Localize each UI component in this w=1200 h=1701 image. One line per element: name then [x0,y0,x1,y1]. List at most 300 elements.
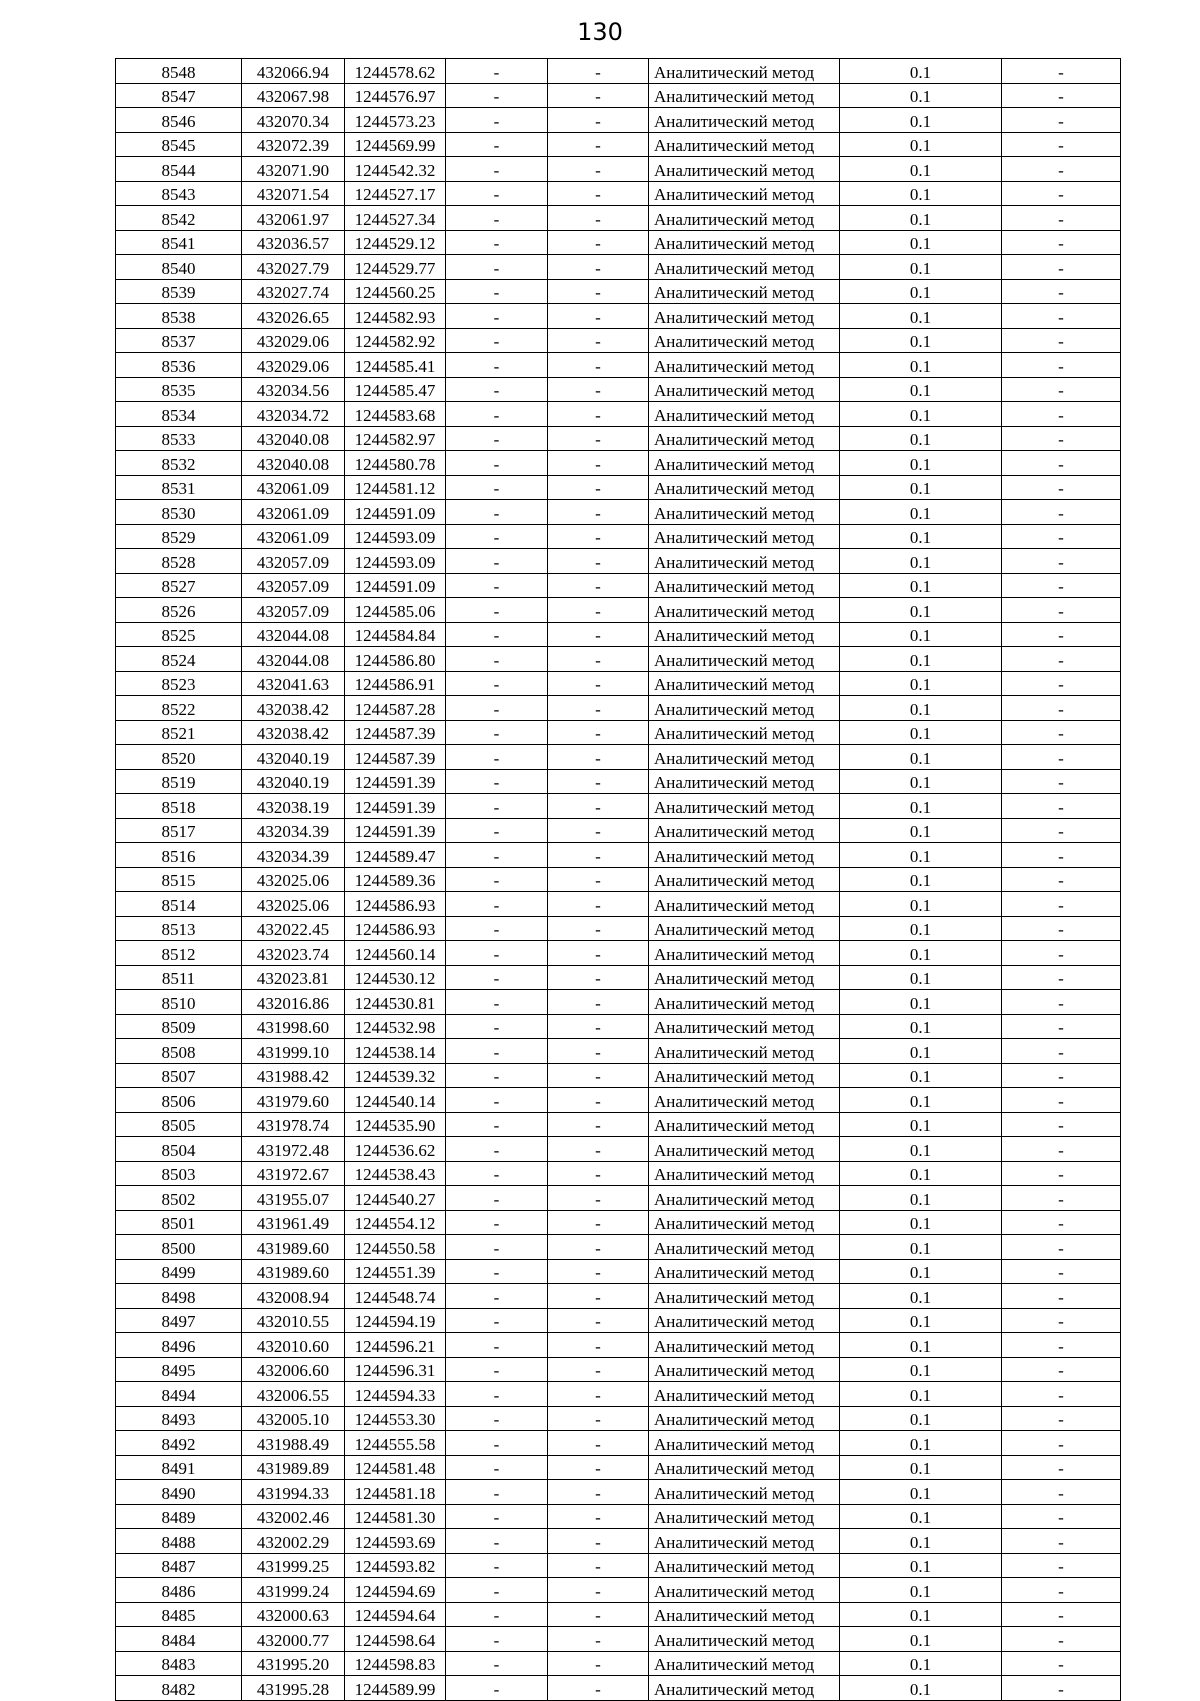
empty-cell-3: - [1002,1480,1121,1505]
accuracy-cell: 0.1 [840,573,1002,598]
point-number-cell: 8540 [116,255,242,280]
accuracy-cell: 0.1 [840,59,1002,84]
table-row [116,475,1121,500]
empty-cell-3: - [1002,573,1121,598]
table-row [116,1235,1121,1260]
method-cell: Аналитический метод [649,1382,840,1407]
empty-cell-2: - [548,1186,649,1211]
empty-cell-1: - [446,990,548,1015]
x-coordinate-cell: 432034.56 [242,377,345,402]
point-number-cell: 8532 [116,451,242,476]
accuracy-cell: 0.1 [840,377,1002,402]
x-coordinate-cell: 431999.10 [242,1039,345,1064]
empty-cell-2: - [548,1504,649,1529]
empty-cell-1: - [446,1357,548,1382]
empty-cell-2: - [548,1308,649,1333]
accuracy-cell: 0.1 [840,1480,1002,1505]
point-number-cell: 8539 [116,279,242,304]
empty-cell-2: - [548,377,649,402]
point-number-cell: 8495 [116,1357,242,1382]
accuracy-cell: 0.1 [840,1357,1002,1382]
point-number-cell: 8485 [116,1602,242,1627]
empty-cell-2: - [548,108,649,133]
point-number-cell: 8515 [116,867,242,892]
empty-cell-3: - [1002,1627,1121,1652]
accuracy-cell: 0.1 [840,1186,1002,1211]
y-coordinate-cell: 1244591.09 [345,500,446,525]
table-row [116,1676,1121,1701]
table-row [116,1186,1121,1211]
point-number-cell: 8542 [116,206,242,231]
table-row [116,794,1121,819]
x-coordinate-cell: 431988.42 [242,1063,345,1088]
method-cell: Аналитический метод [649,1063,840,1088]
table-row [116,1259,1121,1284]
x-coordinate-cell: 432072.39 [242,132,345,157]
point-number-cell: 8522 [116,696,242,721]
empty-cell-3: - [1002,647,1121,672]
accuracy-cell: 0.1 [840,1063,1002,1088]
x-coordinate-cell: 432000.63 [242,1602,345,1627]
method-cell: Аналитический метод [649,1161,840,1186]
empty-cell-2: - [548,892,649,917]
y-coordinate-cell: 1244560.14 [345,941,446,966]
y-coordinate-cell: 1244530.12 [345,965,446,990]
y-coordinate-cell: 1244598.83 [345,1651,446,1676]
table-row [116,818,1121,843]
empty-cell-1: - [446,965,548,990]
empty-cell-2: - [548,696,649,721]
empty-cell-1: - [446,1431,548,1456]
table-row [116,745,1121,770]
accuracy-cell: 0.1 [840,1210,1002,1235]
y-coordinate-cell: 1244582.97 [345,426,446,451]
empty-cell-3: - [1002,818,1121,843]
x-coordinate-cell: 431972.48 [242,1137,345,1162]
accuracy-cell: 0.1 [840,206,1002,231]
x-coordinate-cell: 431998.60 [242,1014,345,1039]
method-cell: Аналитический метод [649,1406,840,1431]
table-row [116,769,1121,794]
y-coordinate-cell: 1244555.58 [345,1431,446,1456]
x-coordinate-cell: 432040.19 [242,745,345,770]
x-coordinate-cell: 432000.77 [242,1627,345,1652]
empty-cell-3: - [1002,843,1121,868]
x-coordinate-cell: 432008.94 [242,1284,345,1309]
accuracy-cell: 0.1 [840,279,1002,304]
empty-cell-1: - [446,1333,548,1358]
accuracy-cell: 0.1 [840,451,1002,476]
empty-cell-2: - [548,426,649,451]
x-coordinate-cell: 432040.19 [242,769,345,794]
accuracy-cell: 0.1 [840,916,1002,941]
y-coordinate-cell: 1244529.77 [345,255,446,280]
empty-cell-2: - [548,181,649,206]
empty-cell-2: - [548,524,649,549]
empty-cell-1: - [446,500,548,525]
empty-cell-1: - [446,402,548,427]
empty-cell-1: - [446,83,548,108]
empty-cell-1: - [446,1014,548,1039]
empty-cell-2: - [548,1357,649,1382]
empty-cell-3: - [1002,916,1121,941]
table-row [116,1529,1121,1554]
table-row [116,83,1121,108]
method-cell: Аналитический метод [649,1651,840,1676]
empty-cell-2: - [548,1210,649,1235]
empty-cell-2: - [548,598,649,623]
empty-cell-2: - [548,255,649,280]
empty-cell-3: - [1002,867,1121,892]
x-coordinate-cell: 431994.33 [242,1480,345,1505]
method-cell: Аналитический метод [649,157,840,182]
method-cell: Аналитический метод [649,1431,840,1456]
empty-cell-1: - [446,426,548,451]
y-coordinate-cell: 1244542.32 [345,157,446,182]
method-cell: Аналитический метод [649,255,840,280]
point-number-cell: 8523 [116,671,242,696]
method-cell: Аналитический метод [649,549,840,574]
empty-cell-2: - [548,1014,649,1039]
accuracy-cell: 0.1 [840,1112,1002,1137]
x-coordinate-cell: 432034.72 [242,402,345,427]
empty-cell-1: - [446,549,548,574]
point-number-cell: 8534 [116,402,242,427]
accuracy-cell: 0.1 [840,696,1002,721]
method-cell: Аналитический метод [649,1627,840,1652]
accuracy-cell: 0.1 [840,1529,1002,1554]
point-number-cell: 8503 [116,1161,242,1186]
accuracy-cell: 0.1 [840,1284,1002,1309]
empty-cell-2: - [548,671,649,696]
method-cell: Аналитический метод [649,990,840,1015]
table-row [116,1578,1121,1603]
method-cell: Аналитический метод [649,1504,840,1529]
y-coordinate-cell: 1244583.68 [345,402,446,427]
point-number-cell: 8498 [116,1284,242,1309]
empty-cell-1: - [446,647,548,672]
method-cell: Аналитический метод [649,328,840,353]
method-cell: Аналитический метод [649,867,840,892]
method-cell: Аналитический метод [649,916,840,941]
x-coordinate-cell: 432040.08 [242,426,345,451]
accuracy-cell: 0.1 [840,230,1002,255]
empty-cell-1: - [446,475,548,500]
empty-cell-3: - [1002,1063,1121,1088]
method-cell: Аналитический метод [649,941,840,966]
empty-cell-2: - [548,818,649,843]
empty-cell-1: - [446,1676,548,1701]
table-row [116,1210,1121,1235]
empty-cell-3: - [1002,524,1121,549]
method-cell: Аналитический метод [649,892,840,917]
y-coordinate-cell: 1244554.12 [345,1210,446,1235]
method-cell: Аналитический метод [649,1186,840,1211]
accuracy-cell: 0.1 [840,1137,1002,1162]
y-coordinate-cell: 1244593.09 [345,549,446,574]
method-cell: Аналитический метод [649,1014,840,1039]
method-cell: Аналитический метод [649,1235,840,1260]
y-coordinate-cell: 1244586.93 [345,916,446,941]
method-cell: Аналитический метод [649,206,840,231]
empty-cell-3: - [1002,1333,1121,1358]
y-coordinate-cell: 1244536.62 [345,1137,446,1162]
accuracy-cell: 0.1 [840,843,1002,868]
accuracy-cell: 0.1 [840,1014,1002,1039]
empty-cell-3: - [1002,1382,1121,1407]
empty-cell-1: - [446,377,548,402]
empty-cell-2: - [548,279,649,304]
x-coordinate-cell: 432071.54 [242,181,345,206]
x-coordinate-cell: 431989.60 [242,1259,345,1284]
point-number-cell: 8508 [116,1039,242,1064]
empty-cell-2: - [548,475,649,500]
empty-cell-1: - [446,818,548,843]
accuracy-cell: 0.1 [840,1088,1002,1113]
point-number-cell: 8489 [116,1504,242,1529]
empty-cell-3: - [1002,1504,1121,1529]
accuracy-cell: 0.1 [840,1161,1002,1186]
table-row [116,916,1121,941]
y-coordinate-cell: 1244596.31 [345,1357,446,1382]
x-coordinate-cell: 431972.67 [242,1161,345,1186]
table-body [116,59,1121,1701]
table-row [116,892,1121,917]
accuracy-cell: 0.1 [840,720,1002,745]
x-coordinate-cell: 432005.10 [242,1406,345,1431]
empty-cell-3: - [1002,598,1121,623]
table-row [116,108,1121,133]
empty-cell-1: - [446,1455,548,1480]
y-coordinate-cell: 1244580.78 [345,451,446,476]
accuracy-cell: 0.1 [840,892,1002,917]
empty-cell-2: - [548,1431,649,1456]
empty-cell-2: - [548,965,649,990]
table-row [116,132,1121,157]
accuracy-cell: 0.1 [840,867,1002,892]
table-row [116,1406,1121,1431]
accuracy-cell: 0.1 [840,83,1002,108]
method-cell: Аналитический метод [649,304,840,329]
x-coordinate-cell: 432026.65 [242,304,345,329]
empty-cell-2: - [548,769,649,794]
empty-cell-1: - [446,328,548,353]
empty-cell-3: - [1002,1039,1121,1064]
method-cell: Аналитический метод [649,622,840,647]
empty-cell-3: - [1002,1014,1121,1039]
method-cell: Аналитический метод [649,1259,840,1284]
y-coordinate-cell: 1244530.81 [345,990,446,1015]
y-coordinate-cell: 1244535.90 [345,1112,446,1137]
accuracy-cell: 0.1 [840,1308,1002,1333]
empty-cell-1: - [446,1529,548,1554]
method-cell: Аналитический метод [649,1602,840,1627]
empty-cell-2: - [548,402,649,427]
table-row [116,59,1121,84]
point-number-cell: 8512 [116,941,242,966]
empty-cell-2: - [548,1161,649,1186]
empty-cell-1: - [446,1578,548,1603]
method-cell: Аналитический метод [649,1333,840,1358]
point-number-cell: 8484 [116,1627,242,1652]
x-coordinate-cell: 432061.97 [242,206,345,231]
point-number-cell: 8527 [116,573,242,598]
empty-cell-1: - [446,1627,548,1652]
y-coordinate-cell: 1244560.25 [345,279,446,304]
method-cell: Аналитический метод [649,59,840,84]
method-cell: Аналитический метод [649,377,840,402]
point-number-cell: 8493 [116,1406,242,1431]
table-row [116,1308,1121,1333]
x-coordinate-cell: 432010.55 [242,1308,345,1333]
table-row [116,1112,1121,1137]
point-number-cell: 8537 [116,328,242,353]
method-cell: Аналитический метод [649,353,840,378]
point-number-cell: 8514 [116,892,242,917]
empty-cell-3: - [1002,696,1121,721]
accuracy-cell: 0.1 [840,1431,1002,1456]
table-row [116,353,1121,378]
method-cell: Аналитический метод [649,500,840,525]
point-number-cell: 8500 [116,1235,242,1260]
point-number-cell: 8492 [116,1431,242,1456]
y-coordinate-cell: 1244591.39 [345,769,446,794]
empty-cell-1: - [446,1137,548,1162]
empty-cell-3: - [1002,181,1121,206]
x-coordinate-cell: 431989.60 [242,1235,345,1260]
empty-cell-3: - [1002,206,1121,231]
accuracy-cell: 0.1 [840,1651,1002,1676]
table-row [116,402,1121,427]
x-coordinate-cell: 432002.46 [242,1504,345,1529]
accuracy-cell: 0.1 [840,524,1002,549]
y-coordinate-cell: 1244593.69 [345,1529,446,1554]
empty-cell-3: - [1002,549,1121,574]
empty-cell-1: - [446,108,548,133]
point-number-cell: 8494 [116,1382,242,1407]
y-coordinate-cell: 1244585.41 [345,353,446,378]
empty-cell-3: - [1002,622,1121,647]
empty-cell-2: - [548,500,649,525]
point-number-cell: 8506 [116,1088,242,1113]
table-row [116,377,1121,402]
method-cell: Аналитический метод [649,1676,840,1701]
y-coordinate-cell: 1244584.84 [345,622,446,647]
point-number-cell: 8504 [116,1137,242,1162]
empty-cell-2: - [548,1553,649,1578]
y-coordinate-cell: 1244582.93 [345,304,446,329]
point-number-cell: 8483 [116,1651,242,1676]
point-number-cell: 8546 [116,108,242,133]
empty-cell-1: - [446,867,548,892]
x-coordinate-cell: 432023.74 [242,941,345,966]
table-row [116,867,1121,892]
empty-cell-3: - [1002,59,1121,84]
table-row [116,720,1121,745]
empty-cell-2: - [548,328,649,353]
point-number-cell: 8536 [116,353,242,378]
y-coordinate-cell: 1244591.39 [345,794,446,819]
empty-cell-2: - [548,206,649,231]
empty-cell-2: - [548,1112,649,1137]
empty-cell-1: - [446,157,548,182]
accuracy-cell: 0.1 [840,1382,1002,1407]
empty-cell-3: - [1002,1553,1121,1578]
accuracy-cell: 0.1 [840,426,1002,451]
y-coordinate-cell: 1244587.39 [345,745,446,770]
table-row [116,598,1121,623]
point-number-cell: 8524 [116,647,242,672]
table-row [116,1455,1121,1480]
x-coordinate-cell: 432034.39 [242,843,345,868]
empty-cell-3: - [1002,769,1121,794]
table-row [116,622,1121,647]
method-cell: Аналитический метод [649,671,840,696]
y-coordinate-cell: 1244586.80 [345,647,446,672]
empty-cell-3: - [1002,475,1121,500]
method-cell: Аналитический метод [649,647,840,672]
table-row [116,843,1121,868]
method-cell: Аналитический метод [649,475,840,500]
empty-cell-3: - [1002,1602,1121,1627]
table-row [116,1357,1121,1382]
table-row [116,941,1121,966]
empty-cell-1: - [446,1112,548,1137]
accuracy-cell: 0.1 [840,965,1002,990]
point-number-cell: 8538 [116,304,242,329]
point-number-cell: 8517 [116,818,242,843]
point-number-cell: 8486 [116,1578,242,1603]
x-coordinate-cell: 432041.63 [242,671,345,696]
x-coordinate-cell: 431995.28 [242,1676,345,1701]
empty-cell-2: - [548,941,649,966]
empty-cell-3: - [1002,965,1121,990]
empty-cell-2: - [548,59,649,84]
y-coordinate-cell: 1244589.99 [345,1676,446,1701]
empty-cell-2: - [548,451,649,476]
x-coordinate-cell: 432057.09 [242,598,345,623]
empty-cell-3: - [1002,451,1121,476]
point-number-cell: 8533 [116,426,242,451]
empty-cell-3: - [1002,1137,1121,1162]
empty-cell-2: - [548,916,649,941]
point-number-cell: 8502 [116,1186,242,1211]
y-coordinate-cell: 1244593.82 [345,1553,446,1578]
empty-cell-1: - [446,1088,548,1113]
point-number-cell: 8520 [116,745,242,770]
y-coordinate-cell: 1244540.14 [345,1088,446,1113]
empty-cell-1: - [446,206,548,231]
method-cell: Аналитический метод [649,1480,840,1505]
accuracy-cell: 0.1 [840,328,1002,353]
table-row [116,1088,1121,1113]
empty-cell-2: - [548,1651,649,1676]
empty-cell-2: - [548,157,649,182]
x-coordinate-cell: 431995.20 [242,1651,345,1676]
table-row [116,500,1121,525]
x-coordinate-cell: 432038.19 [242,794,345,819]
empty-cell-2: - [548,1455,649,1480]
table-row [116,1137,1121,1162]
empty-cell-2: - [548,1480,649,1505]
method-cell: Аналитический метод [649,1112,840,1137]
table-row [116,1161,1121,1186]
x-coordinate-cell: 432006.60 [242,1357,345,1382]
x-coordinate-cell: 431999.24 [242,1578,345,1603]
accuracy-cell: 0.1 [840,1406,1002,1431]
x-coordinate-cell: 431989.89 [242,1455,345,1480]
point-number-cell: 8544 [116,157,242,182]
